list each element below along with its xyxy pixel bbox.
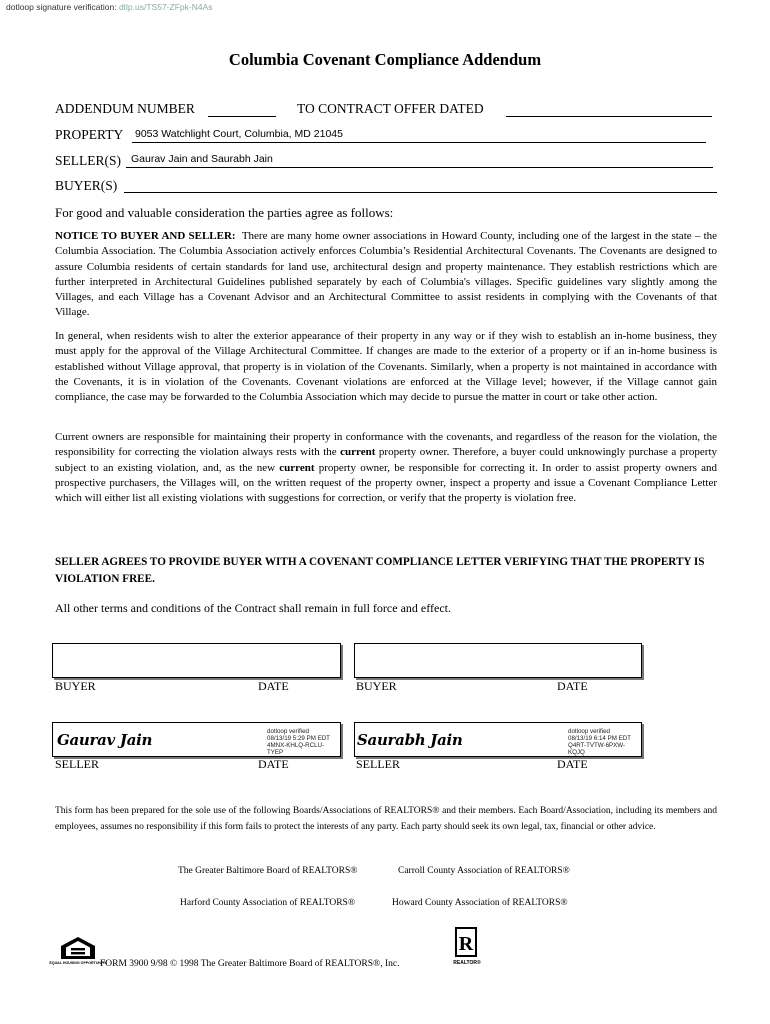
- equal-housing-caption: EQUAL HOUSING OPPORTUNITY: [49, 961, 107, 965]
- seller-2-verified-label: dotloop verified: [568, 728, 610, 735]
- notice-heading: NOTICE TO BUYER AND SELLER:: [55, 230, 236, 242]
- board-greater-baltimore: The Greater Baltimore Board of REALTORS®: [178, 866, 358, 876]
- paragraph-3-part-1: Current owners are responsible for maintaining their property in conformance with the covenants, and regardless of the reason for the violation, the responsibility for correcting the violation always rests with the: [55, 431, 717, 459]
- seller-1-signature-box[interactable]: [52, 722, 341, 757]
- seller-line: [126, 167, 713, 168]
- board-carroll-county: Carroll County Association of REALTORS®: [398, 866, 570, 876]
- disclaimer-text: This form has been prepared for the sole use of the following Boards/Associations of REALTORS® and their members. Each Board/Association, including its members and employees, assumes no responsibility if this form fails to protect the interests of any party. Each party should seek its own legal, tax, financial or other advice.: [55, 806, 717, 832]
- document-title: Columbia Covenant Compliance Addendum: [228, 50, 542, 69]
- property-field[interactable]: 9053 Watchlight Court, Columbia, MD 21045: [135, 128, 343, 140]
- paragraph-3-part-2: property owner. Therefore, a buyer could unknowingly purchase a property subject to an existing violation, and, as the new: [55, 446, 717, 474]
- buyer-2-signature-box[interactable]: [354, 643, 642, 678]
- intro-text: For good and valuable consideration the parties agree as follows:: [55, 205, 394, 220]
- buyer-1-signature-box[interactable]: [52, 643, 341, 678]
- signature-verification-note: [6, 2, 212, 12]
- seller-1-dotloop-stamp: [267, 728, 340, 756]
- seller-2-timestamp: 08/13/19 6:14 PM EDT: [568, 735, 631, 742]
- equal-housing-icon: [49, 936, 107, 970]
- paragraph-2: In general, when residents wish to alter the exterior appearance of their property in any way or if they wish to establish an in-home business, they must apply for the approval of the Village Architectural Committee. If changes are made to the exterior of a property or if an in-home business is established without Village approval, that property is in violation of the Covenants. Similarly, when a property is not maintained in accordance with the Covenants, it is in violation of the Covenants. Covenant violations are enforced at the Village level; however, if the Village cannot gain compliance, the case may be forwarded to the Columbia Association which may decide to pursue the matter in court or take other action.: [55, 330, 717, 404]
- seller-1-timestamp: 08/13/19 5:29 PM EDT: [267, 735, 330, 742]
- paragraph-1: There are many home owner associations in Howard County, including one of the largest in the state – the Columbia Association. The Columbia Association actively enforces Columbia’s Residential Architectural Covenants. The Covenants are designed to assure Columbia residents of certain standards for land use, architectural design and property maintenance. They establish restrictions which are further interpreted in Architectural Guidelines published separately by each of Columbia's villages. Specific guidelines vary slightly among the Villages, and each Village has a Covenant Advisor and an Architectural Committee to assist residents in complying with the Covenants of that Village.: [55, 230, 718, 319]
- seller-2-signature: Saurabh Jain: [357, 731, 463, 749]
- realtor-logo-icon: [452, 926, 482, 966]
- seller-1-verification-code: 4MNX-KHLQ-RCLU-TYEP: [267, 742, 325, 756]
- paragraph-3-bold-current-2: current: [279, 461, 315, 474]
- paragraph-3-part-3: property owner, be responsible for correcting it. In order to assist property owners and prospective purchasers, the Villages will, on the written request of the property owner, inspect a property and issue a Covenant Compliance Letter which will either list all existing violations with suggestions for correction, or verify that the property is violation free.: [55, 461, 717, 505]
- seller-label: SELLER(S): [55, 153, 121, 168]
- addendum-number-label: ADDENDUM NUMBER: [55, 101, 195, 116]
- form-line: FORM 3900 9/98 © 1998 The Greater Baltimore Board of REALTORS®, Inc.: [100, 959, 400, 969]
- buyer-2-caption: BUYER: [356, 679, 397, 693]
- seller-1-verified-label: dotloop verified: [267, 728, 309, 735]
- verification-url[interactable]: dtlp.us/TS57-ZFpk-N4As: [118, 2, 213, 12]
- realtor-logo-caption: REALTOR®: [453, 960, 481, 966]
- seller-2-caption: SELLER: [356, 757, 400, 771]
- seller-1-signature: Gaurav Jain: [57, 731, 153, 749]
- seller-2-verification-code: Q4RT-TVTW-6PXW-KQJQ: [568, 742, 626, 756]
- paragraph-3: [55, 430, 717, 506]
- seller-2-dotloop-stamp: [568, 728, 641, 756]
- paragraph-3-bold-current-1: current: [340, 446, 376, 459]
- buyer-line: [124, 192, 717, 193]
- seller-field[interactable]: Gaurav Jain and Saurabh Jain: [131, 153, 273, 165]
- buyer-2-date-caption: DATE: [557, 679, 588, 693]
- seller-2-date-caption: DATE: [557, 757, 588, 771]
- seller-2-signature-box[interactable]: [354, 722, 642, 757]
- buyer-label: BUYER(S): [55, 178, 118, 193]
- seller-1-date-caption: DATE: [258, 757, 289, 771]
- buyer-1-date-caption: DATE: [258, 679, 289, 693]
- verification-label: dotloop signature verification:: [6, 2, 117, 12]
- seller-1-caption: SELLER: [55, 757, 99, 771]
- board-harford-county: Harford County Association of REALTORS®: [180, 898, 356, 908]
- contract-offer-label: TO CONTRACT OFFER DATED: [297, 101, 484, 116]
- buyer-1-caption: BUYER: [55, 679, 96, 693]
- seller-agrees-statement: SELLER AGREES TO PROVIDE BUYER WITH A COVENANT COMPLIANCE LETTER VERIFYING THAT THE PROPERTY IS VIOLATION FREE.: [55, 556, 705, 585]
- other-terms-text: All other terms and conditions of the Contract shall remain in full force and effect.: [55, 601, 451, 615]
- notice-paragraph: [55, 229, 717, 321]
- contract-offer-line: [506, 116, 712, 117]
- property-line: [132, 142, 706, 143]
- addendum-number-line: [208, 116, 276, 117]
- board-howard-county: Howard County Association of REALTORS®: [392, 898, 568, 908]
- property-label: PROPERTY: [55, 127, 124, 142]
- realtor-logo-letter: R: [458, 933, 474, 955]
